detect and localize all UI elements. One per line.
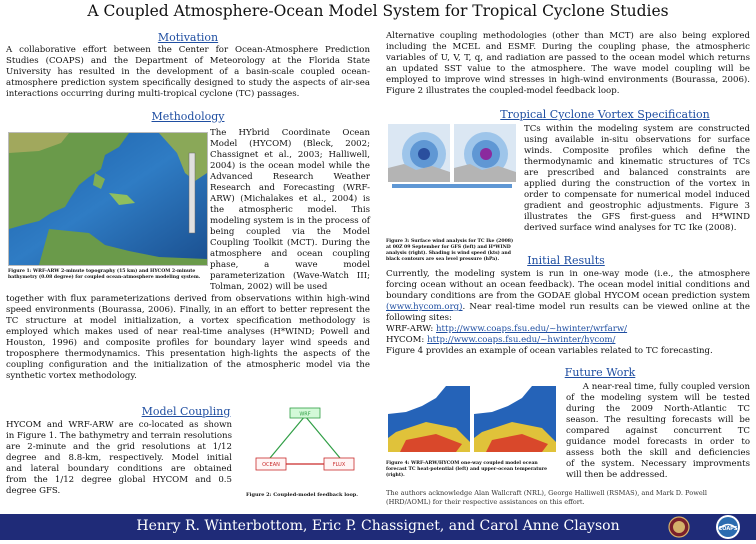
methodology-line: atmosphere and ocean coupling xyxy=(210,249,370,259)
acknowledgement: The authors acknowledge Alan Wallcraft (NRL), George Halliwell (RSMAS), and Mark D. Powell (HRD/AOML) for their respective assistances on this effort. xyxy=(386,489,707,506)
methodology-heading: Methodology xyxy=(151,110,225,123)
wind-analysis-image xyxy=(386,124,518,236)
coupling-line: in Figure 1. The bathymetry and terrain resolutions xyxy=(6,431,232,441)
coupling-line: degree GFS. xyxy=(6,486,61,496)
methodology-line: Chassignet et al., 2003; Halliwell, xyxy=(210,150,370,160)
future-line: of the modeling system will be tested xyxy=(566,393,750,403)
vortex-line: using available in-situ observations for surface xyxy=(524,135,750,145)
vortex-line: thermodynamic and kinematic structures of TCs xyxy=(524,157,750,167)
initial-results-intro: Currently, the modeling system is run in one-way mode (i.e., the atmosphere forcing ocean without an ocean feedback). The ocean model initial conditions and boundary conditions are from the GODAE global HYCOM ocean prediction system xyxy=(386,269,750,301)
coupling-line: degree and 8.8-km, respectively. Model initial xyxy=(6,453,232,463)
coupling-line: are 2-minute and the grid resolutions at 1/12 xyxy=(6,442,232,452)
vortex-line: gradient and geostrophic adjustments. Figure 3 xyxy=(524,201,750,211)
authors: Henry R. Winterbottom, Eric P. Chassignet, and Carol Anne Clayson xyxy=(136,518,620,534)
methodology-line: The HYbrid Coordinate Ocean xyxy=(210,128,370,138)
initial-results-mid: . Near real-time model run results can be viewed online at the following sites: xyxy=(386,302,750,323)
vortex-line: winds. Composite profiles which define the xyxy=(524,146,750,156)
vortex-line: applied during the construction of the vortex in xyxy=(524,179,750,189)
vortex-text xyxy=(524,124,750,234)
future-line: guidance model forecasts in order to xyxy=(566,437,750,447)
methodology-line: parameterization (Wave-Watch III; xyxy=(210,271,370,281)
feedback-loop-diagram xyxy=(250,402,360,484)
fsu-seal-icon xyxy=(660,516,698,538)
methodology-line: Coupling Toolkit (MCT). During the xyxy=(210,238,370,248)
ocean-forecast-image xyxy=(386,382,558,456)
initial-results-text xyxy=(386,269,750,357)
future-line: A near-real time, fully coupled version xyxy=(582,382,750,392)
figure3-wind-analysis xyxy=(386,124,518,236)
vortex-heading: Tropical Cyclone Vortex Specification xyxy=(500,108,710,121)
methodology-line: 2004) is the ocean model while the xyxy=(210,161,370,171)
vortex-line: derived surface wind analyses for TC Ike (2008). xyxy=(524,223,737,233)
figure1-map xyxy=(8,132,208,266)
wrf-arw-link[interactable]: http://www.coaps.fsu.edu/~hwinter/wrfarw/ xyxy=(436,324,628,334)
model-coupling-heading: Model Coupling xyxy=(141,405,231,418)
figure4-ocean-forecast xyxy=(386,382,558,456)
methodology-full-text: together with flux parameterizations derived from observations within high-wind speed environments (Bourassa, 2006). Finally, in an effort to better represent the TC structure at model initialization, a vortex specification methodology is employed which makes used of near real-time analyses (H*WIND; Powell and Houston, 1996) and composite profiles for boundary layer wind speeds and troposphere thermodynamics. This presentation high-lights the aspects of the coupling configuration and the initialization of the atmospheric model via the synthetic vortex methodology. xyxy=(6,294,370,381)
initial-results-end: Figure 4 provides an example of ocean variables related to TC forecasting. xyxy=(386,346,713,356)
future-line: assess both the skill and deficiencies xyxy=(566,448,750,458)
coupling-line: from the 1/12 degree global HYCOM and 0.5 xyxy=(6,475,232,485)
future-line: of the system. Necessary improvments xyxy=(566,459,750,469)
coupling-line: and lateral boundary conditions are obtained xyxy=(6,464,232,474)
future-work-text xyxy=(566,382,750,481)
fsu-logo xyxy=(660,516,698,538)
hycom-org-link[interactable]: (www.hycom.org) xyxy=(386,302,463,312)
methodology-line: Advanced Research Weather xyxy=(210,172,370,182)
methodology-line: phase, a wave model xyxy=(210,260,370,270)
topography-bathymetry-image xyxy=(9,133,207,265)
figure2-caption: Figure 2: Coupled-model feedback loop. xyxy=(246,492,359,498)
coaps-logo-icon xyxy=(704,514,752,540)
future-work-heading: Future Work xyxy=(564,366,636,379)
methodology-line: the atmospheric model. This xyxy=(210,205,370,215)
vortex-line: illustrates the GFS first-guess and H*WIND xyxy=(524,212,750,222)
diagram-label-top: WRF xyxy=(299,411,311,418)
methodology-narrow-text xyxy=(210,128,370,293)
future-line: compared against concurrent TC xyxy=(566,426,750,436)
coupling-right-text: Alternative coupling methodologies (other than MCT) are also being explored including the MCEL and ESMF. During the coupling phase, the atmospheric variables of U, V, T, q, and radiation are passed to the ocean model which returns an updated SST value to the atmosphere. The wave model coupling will be employed to improve wind stresses in high-wind environments (Bourassa, 2006). Figure 2 illustrates the coupled-model feedback loop. xyxy=(386,31,750,96)
methodology-line: Research and Forecasting (WRF- xyxy=(210,183,370,193)
methodology-line: ARW) (Michalakes et al., 2004) is xyxy=(210,194,370,204)
diagram-label-left: OCEAN xyxy=(262,462,280,468)
future-line: season. The resulting forecasts will be xyxy=(566,415,750,425)
motivation-text: A collaborative effort between the Center for Ocean-Atmosphere Prediction Studies (COAPS) and the Department of Meteorology at the Florida State University has resulted in the development of a basin-scale coupled ocean-atmosphere prediction system specifically designed to study the aspects of air-sea interactions occurring during multi-tropical cyclone (TC) passages. xyxy=(6,45,370,99)
methodology-line: Model (HYCOM) (Bleck, 2002; xyxy=(210,139,370,149)
figure4-caption: Figure 4: WRF-ARW/HYCOM one-way coupled model ocean forecast TC heat-potential (left) and upper-ocean temperature (right). xyxy=(386,461,548,478)
hycom-link[interactable]: http://www.coaps.fsu.edu/~hwinter/hycom/ xyxy=(427,335,616,345)
future-line: during the 2009 North-Atlantic TC xyxy=(566,404,750,414)
coaps-logo-text: COAPS xyxy=(718,526,738,532)
figure1-caption: Figure 1: WRF-ARW 2-minute topography (15 km) and HYCOM 2-minute bathymetry (0.08 degree) for coupled ocean-atmosphere modeling system. xyxy=(8,269,201,280)
coaps-logo xyxy=(704,514,752,540)
figure2-feedback-diagram xyxy=(250,402,360,484)
coupling-line: HYCOM and WRF-ARW are co-located as shown xyxy=(6,420,232,430)
vortex-line: order to compensate for numerical model induced xyxy=(524,190,750,200)
model-coupling-text xyxy=(6,420,232,497)
motivation-heading: Motivation xyxy=(157,31,219,44)
figure3-caption: Figure 3: Surface wind analysis for TC Ike (2008) at 00Z 09 September for GFS (left) and H*WIND analysis (right). Shading is wind speed (kts) and black contours are sea level pressure (hPa). xyxy=(386,239,514,262)
initial-results-heading: Initial Results xyxy=(527,254,605,267)
wrf-arw-label: WRF-ARW: xyxy=(386,324,434,334)
methodology-line: Tolman, 2002) will be used xyxy=(210,282,328,292)
hycom-label: HYCOM: xyxy=(386,335,425,345)
diagram-label-right: FLUX xyxy=(332,462,346,468)
methodology-line: modeling system is in the process of xyxy=(210,216,370,226)
vortex-line: are prescribed and balanced constraints are xyxy=(524,168,750,178)
poster-title: A Coupled Atmosphere-Ocean Model System for Tropical Cyclone Studies xyxy=(87,2,669,20)
future-line: will then be addressed. xyxy=(566,470,668,480)
methodology-line: being coupled via the Model xyxy=(210,227,370,237)
vortex-line: TCs within the modeling system are constructed xyxy=(524,124,750,134)
